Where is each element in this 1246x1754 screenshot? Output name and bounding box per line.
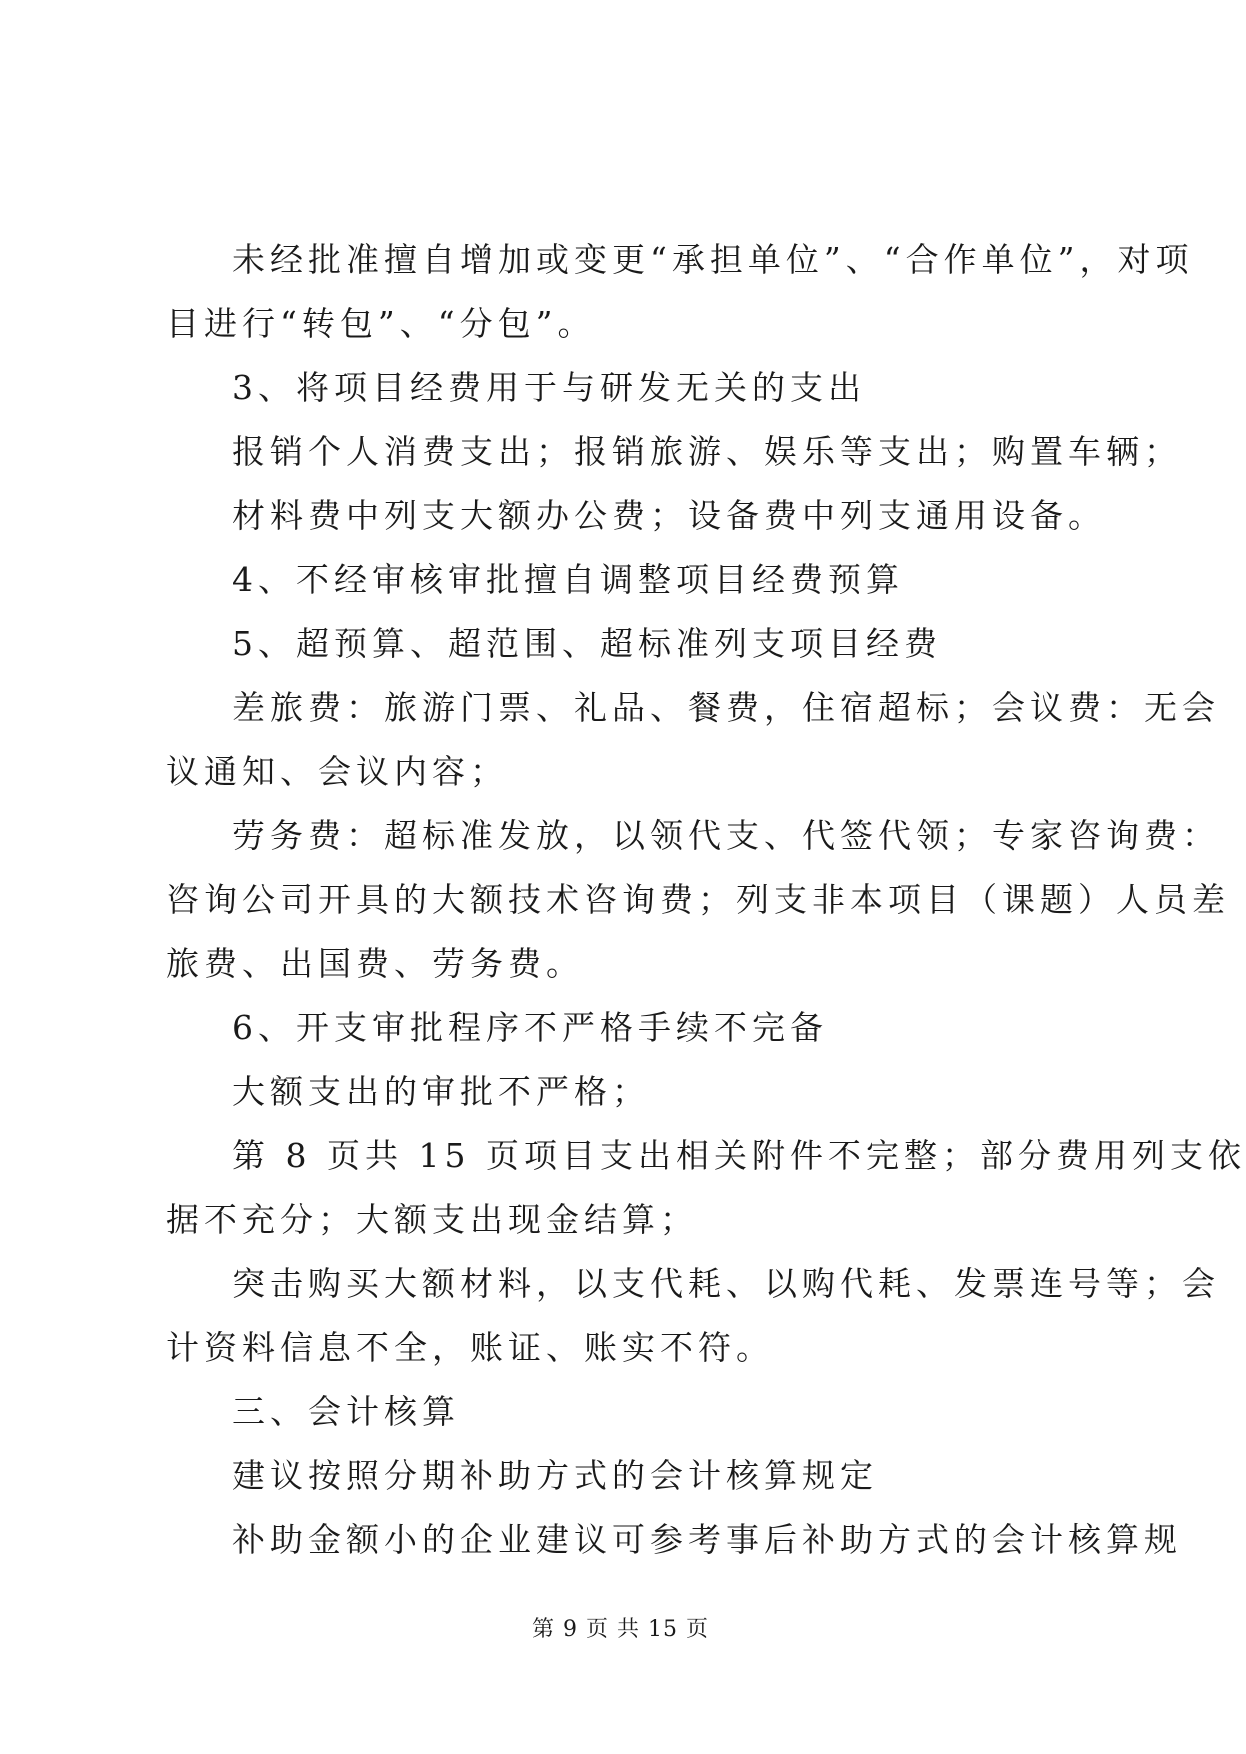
section-heading-accounting: 三、会计核算: [232, 1392, 460, 1431]
body-text-line: 报销个人消费支出；报销旅游、娱乐等支出；购置车辆；: [232, 432, 1182, 471]
section-heading-6: 6、开支审批程序不严格手续不完备: [232, 1008, 828, 1047]
page-number-footer: 第 9 页 共 15 页: [532, 1617, 709, 1642]
body-text-line: 突击购买大额材料，以支代耗、以购代耗、发票连号等；会: [232, 1264, 1220, 1303]
body-text-line: 咨询公司开具的大额技术咨询费；列支非本项目（课题）人员差: [166, 880, 1230, 919]
section-heading-4: 4、不经审核审批擅自调整项目经费预算: [232, 560, 904, 599]
body-text-line: 计资料信息不全，账证、账实不符。: [166, 1328, 774, 1367]
body-text-line: 材料费中列支大额办公费；设备费中列支通用设备。: [232, 496, 1106, 535]
body-text-line: 第 8 页共 15 页项目支出相关附件不完整；部分费用列支依: [232, 1136, 1246, 1175]
body-text-line: 据不充分；大额支出现金结算；: [166, 1200, 698, 1239]
document-body: [166, 228, 1246, 1572]
body-text-line: 补助金额小的企业建议可参考事后补助方式的会计核算规: [232, 1520, 1182, 1559]
section-heading-3: 3、将项目经费用于与研发无关的支出: [232, 368, 866, 407]
body-text-line: 目进行“转包”、“分包”。: [166, 304, 596, 343]
body-text-line: 建议按照分期补助方式的会计核算规定: [232, 1456, 878, 1495]
body-text-line: 未经批准擅自增加或变更“承担单位”、“合作单位”，对项: [232, 240, 1194, 279]
body-text-line: 旅费、出国费、劳务费。: [166, 944, 584, 983]
section-heading-5: 5、超预算、超范围、超标准列支项目经费: [232, 624, 942, 663]
body-text-line: 大额支出的审批不严格；: [232, 1072, 650, 1111]
body-text-line: 差旅费：旅游门票、礼品、餐费，住宿超标；会议费：无会: [232, 688, 1220, 727]
body-text-line: 劳务费：超标准发放，以领代支、代签代领；专家咨询费：: [232, 816, 1220, 855]
body-text-line: 议通知、会议内容；: [166, 752, 508, 791]
